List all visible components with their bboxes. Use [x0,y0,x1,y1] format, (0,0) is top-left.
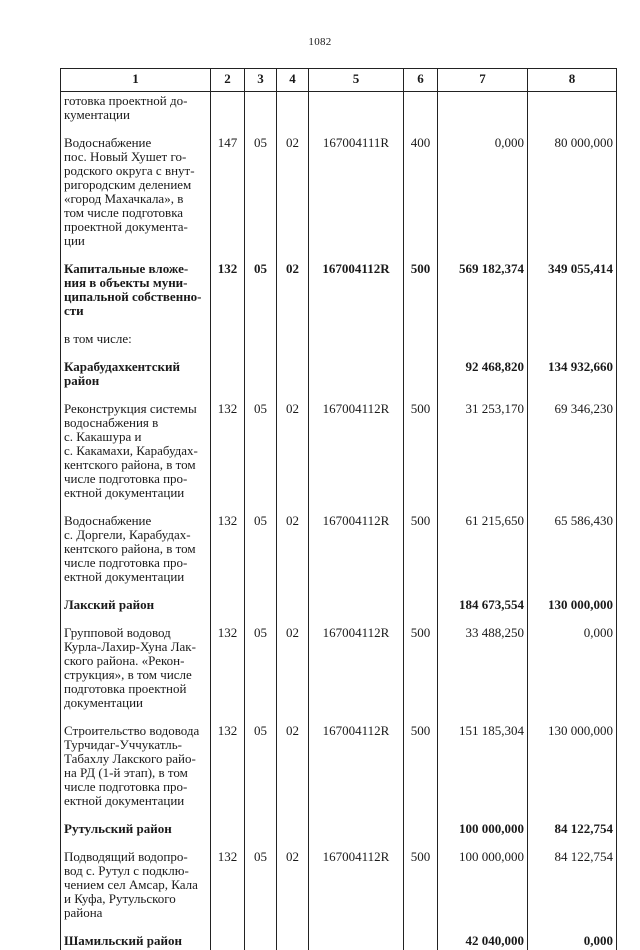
row-value-col8: 134 932,660 [528,348,617,390]
row-code-col2: 132 [211,838,245,922]
row-code-col5: 167004111R [309,124,404,250]
header-col-3: 3 [245,69,277,92]
row-value-col7 [438,92,528,125]
row-value-col8: 84 122,754 [528,838,617,922]
row-code-col5 [309,922,404,950]
row-name-cell: Реконструкция системы водоснабжения в с. Какашура и с. Какамахи, Карабудах- кентского района, в том числе подготовка про- ектной документации [61,390,211,502]
row-code-col5 [309,810,404,838]
row-code-col6: 500 [404,712,438,810]
row-code-col3 [245,92,277,125]
row-value-col8: 69 346,230 [528,390,617,502]
page-number: 1082 [0,36,640,48]
row-code-col5: 167004112R [309,838,404,922]
header-col-6: 6 [404,69,438,92]
row-code-col6 [404,586,438,614]
row-value-col7: 100 000,000 [438,810,528,838]
row-code-col2 [211,320,245,348]
row-code-col6 [404,810,438,838]
row-name-cell: готовка проектной до- кументации [61,92,211,125]
row-code-col3: 05 [245,712,277,810]
row-code-col2 [211,922,245,950]
row-value-col8: 65 586,430 [528,502,617,586]
header-col-7: 7 [438,69,528,92]
budget-table [60,68,617,950]
table-row [61,320,617,348]
row-value-col7: 61 215,650 [438,502,528,586]
row-code-col4 [277,320,309,348]
table-row [61,390,617,502]
row-code-col6: 500 [404,614,438,712]
row-code-col3: 05 [245,614,277,712]
row-code-col3 [245,586,277,614]
row-code-col4: 02 [277,502,309,586]
row-code-col5 [309,92,404,125]
table-row [61,586,617,614]
row-code-col5 [309,348,404,390]
row-code-col4 [277,586,309,614]
row-code-col5: 167004112R [309,712,404,810]
table-row [61,614,617,712]
header-col-1: 1 [61,69,211,92]
table-row [61,92,617,125]
row-name-cell: Строительство водовода Турчидаг-Уччукатль- Табахлу Лакского райо- на РД (1-й этап), в том числе подготовка про- ектной документации [61,712,211,810]
row-code-col2 [211,810,245,838]
row-value-col7 [438,320,528,348]
row-code-col4 [277,810,309,838]
row-value-col8: 84 122,754 [528,810,617,838]
row-name-cell: Рутульский район [61,810,211,838]
table-row [61,810,617,838]
header-row [61,69,617,92]
row-code-col3 [245,922,277,950]
row-value-col8: 80 000,000 [528,124,617,250]
row-value-col8: 0,000 [528,614,617,712]
row-value-col8: 130 000,000 [528,712,617,810]
row-code-col2: 132 [211,712,245,810]
row-name-cell: Водоснабжение пос. Новый Хушет го- родского округа с внут- ригородским делением «город Махачкала», в том числе подготовка проектной документа- ции [61,124,211,250]
row-name-cell: Групповой водовод Курла-Лахир-Хуна Лак- ского района. «Рекон- струкция», в том числе подготовка проектной документации [61,614,211,712]
row-value-col7: 42 040,000 [438,922,528,950]
row-code-col4: 02 [277,712,309,810]
row-code-col2: 147 [211,124,245,250]
table-row [61,922,617,950]
row-code-col3 [245,320,277,348]
row-value-col7: 100 000,000 [438,838,528,922]
row-code-col3 [245,810,277,838]
row-code-col3 [245,348,277,390]
row-name-cell: Карабудахкентский район [61,348,211,390]
row-value-col8: 130 000,000 [528,586,617,614]
header-col-4: 4 [277,69,309,92]
row-value-col7: 151 185,304 [438,712,528,810]
table-row [61,348,617,390]
row-code-col4 [277,92,309,125]
row-code-col6 [404,92,438,125]
row-name-cell: в том числе: [61,320,211,348]
row-code-col2: 132 [211,502,245,586]
row-name-cell: Лакский район [61,586,211,614]
row-code-col5: 167004112R [309,614,404,712]
table-row [61,502,617,586]
row-code-col6: 500 [404,502,438,586]
row-code-col3: 05 [245,390,277,502]
row-code-col3: 05 [245,124,277,250]
row-code-col4: 02 [277,614,309,712]
row-code-col6: 500 [404,838,438,922]
row-code-col6: 500 [404,250,438,320]
table-row [61,124,617,250]
row-value-col7: 33 488,250 [438,614,528,712]
row-code-col4: 02 [277,124,309,250]
row-value-col7: 184 673,554 [438,586,528,614]
row-code-col4: 02 [277,838,309,922]
row-code-col5: 167004112R [309,390,404,502]
row-code-col2 [211,92,245,125]
header-col-8: 8 [528,69,617,92]
row-code-col2 [211,586,245,614]
header-col-5: 5 [309,69,404,92]
table-row [61,250,617,320]
row-code-col2 [211,348,245,390]
row-code-col6: 500 [404,390,438,502]
row-value-col7: 569 182,374 [438,250,528,320]
row-name-cell: Капитальные вложе- ния в объекты муни- ципальной собственно- сти [61,250,211,320]
row-code-col6 [404,922,438,950]
row-code-col3: 05 [245,502,277,586]
row-code-col3: 05 [245,838,277,922]
row-value-col8 [528,320,617,348]
row-code-col5 [309,586,404,614]
row-name-cell: Шамильский район [61,922,211,950]
header-col-2: 2 [211,69,245,92]
row-code-col2: 132 [211,390,245,502]
row-code-col4: 02 [277,250,309,320]
row-code-col2: 132 [211,614,245,712]
row-code-col5: 167004112R [309,250,404,320]
row-value-col8 [528,92,617,125]
row-code-col5 [309,320,404,348]
row-name-cell: Подводящий водопро- вод с. Рутул с подклю- чением сел Амсар, Кала и Куфа, Рутульского района [61,838,211,922]
row-code-col5: 167004112R [309,502,404,586]
row-value-col8: 0,000 [528,922,617,950]
table-row [61,838,617,922]
table-row [61,712,617,810]
row-code-col4 [277,348,309,390]
table-body [61,92,617,950]
row-code-col4 [277,922,309,950]
row-code-col3: 05 [245,250,277,320]
row-value-col7: 92 468,820 [438,348,528,390]
row-code-col2: 132 [211,250,245,320]
row-code-col6 [404,348,438,390]
row-value-col8: 349 055,414 [528,250,617,320]
row-name-cell: Водоснабжение с. Доргели, Карабудах- кентского района, в том числе подготовка про- ектной документации [61,502,211,586]
row-value-col7: 0,000 [438,124,528,250]
row-code-col6 [404,320,438,348]
row-value-col7: 31 253,170 [438,390,528,502]
row-code-col6: 400 [404,124,438,250]
row-code-col4: 02 [277,390,309,502]
